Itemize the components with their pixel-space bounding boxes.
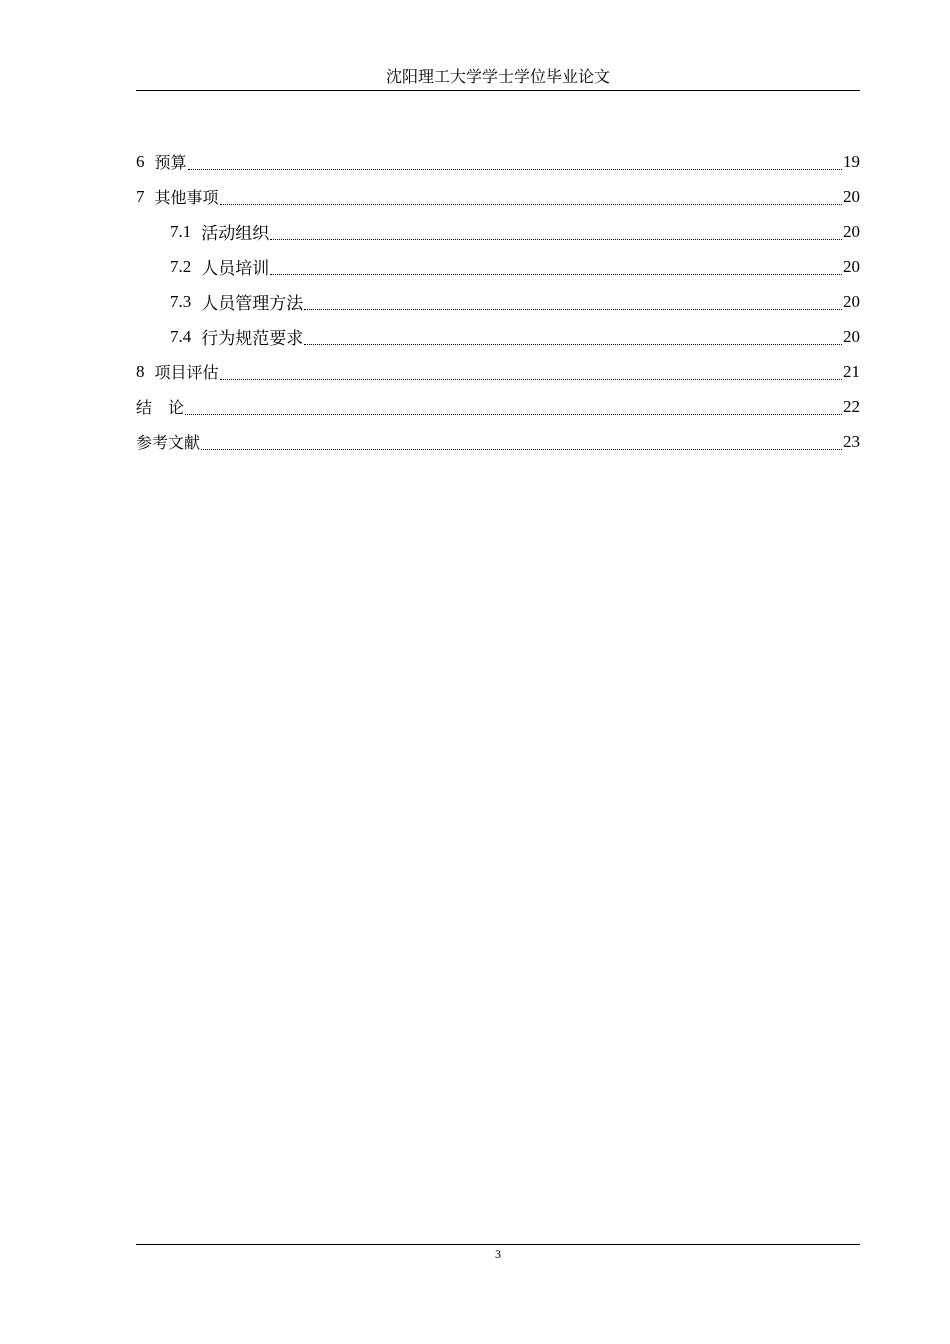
toc-entry-page: 20 [843, 256, 860, 276]
toc-entry[interactable] [136, 249, 860, 284]
toc-entry[interactable] [136, 284, 860, 319]
header-title: 沈阳理工大学学士学位毕业论文 [385, 67, 610, 86]
toc-entry-title: 参考文献 [136, 433, 201, 452]
toc-dot-leader [188, 163, 842, 170]
toc-entry-number: 7.3 [170, 291, 192, 311]
page-header [136, 66, 860, 91]
toc-dot-leader [270, 233, 842, 240]
toc-entry[interactable] [136, 214, 860, 249]
toc-entry-title: 人员培训 [201, 259, 270, 279]
toc-entry[interactable] [136, 179, 860, 214]
toc-entry-page: 20 [843, 186, 860, 206]
toc-entry-page: 21 [843, 361, 860, 381]
toc-dot-leader [185, 408, 842, 415]
toc-dot-leader [201, 443, 842, 450]
toc-entry[interactable] [136, 144, 860, 179]
toc-entry-page: 20 [843, 221, 860, 241]
toc-entry-title: 结 论 [136, 398, 185, 417]
toc-dot-leader [220, 198, 842, 205]
toc-entry-page: 20 [843, 326, 860, 346]
table-of-contents [136, 144, 860, 459]
toc-entry-page: 22 [843, 396, 860, 416]
toc-entry[interactable] [136, 319, 860, 354]
toc-entry-number: 8 [136, 361, 145, 381]
toc-dot-leader [304, 303, 842, 310]
toc-entry-title: 活动组织 [201, 224, 270, 244]
page-number: 3 [495, 1247, 501, 1261]
toc-entry-page: 19 [843, 151, 860, 171]
toc-dot-leader [220, 373, 842, 380]
toc-entry-number: 7.1 [170, 221, 192, 241]
toc-entry[interactable] [136, 424, 860, 459]
toc-dot-leader [304, 338, 842, 345]
toc-entry-number: 7.2 [170, 256, 192, 276]
toc-entry-title: 预算 [154, 153, 187, 172]
toc-dot-leader [270, 268, 842, 275]
toc-entry-page: 23 [843, 431, 860, 451]
toc-entry-title: 人员管理方法 [201, 294, 304, 314]
toc-entry-title: 项目评估 [154, 363, 219, 382]
toc-entry-number: 6 [136, 151, 145, 171]
toc-entry-page: 20 [843, 291, 860, 311]
toc-entry-number: 7.4 [170, 326, 192, 346]
toc-entry[interactable] [136, 389, 860, 424]
page-footer [136, 1244, 860, 1263]
toc-entry-title: 行为规范要求 [201, 329, 304, 349]
toc-entry-number: 7 [136, 186, 145, 206]
toc-entry-title: 其他事项 [154, 188, 219, 207]
toc-entry[interactable] [136, 354, 860, 389]
